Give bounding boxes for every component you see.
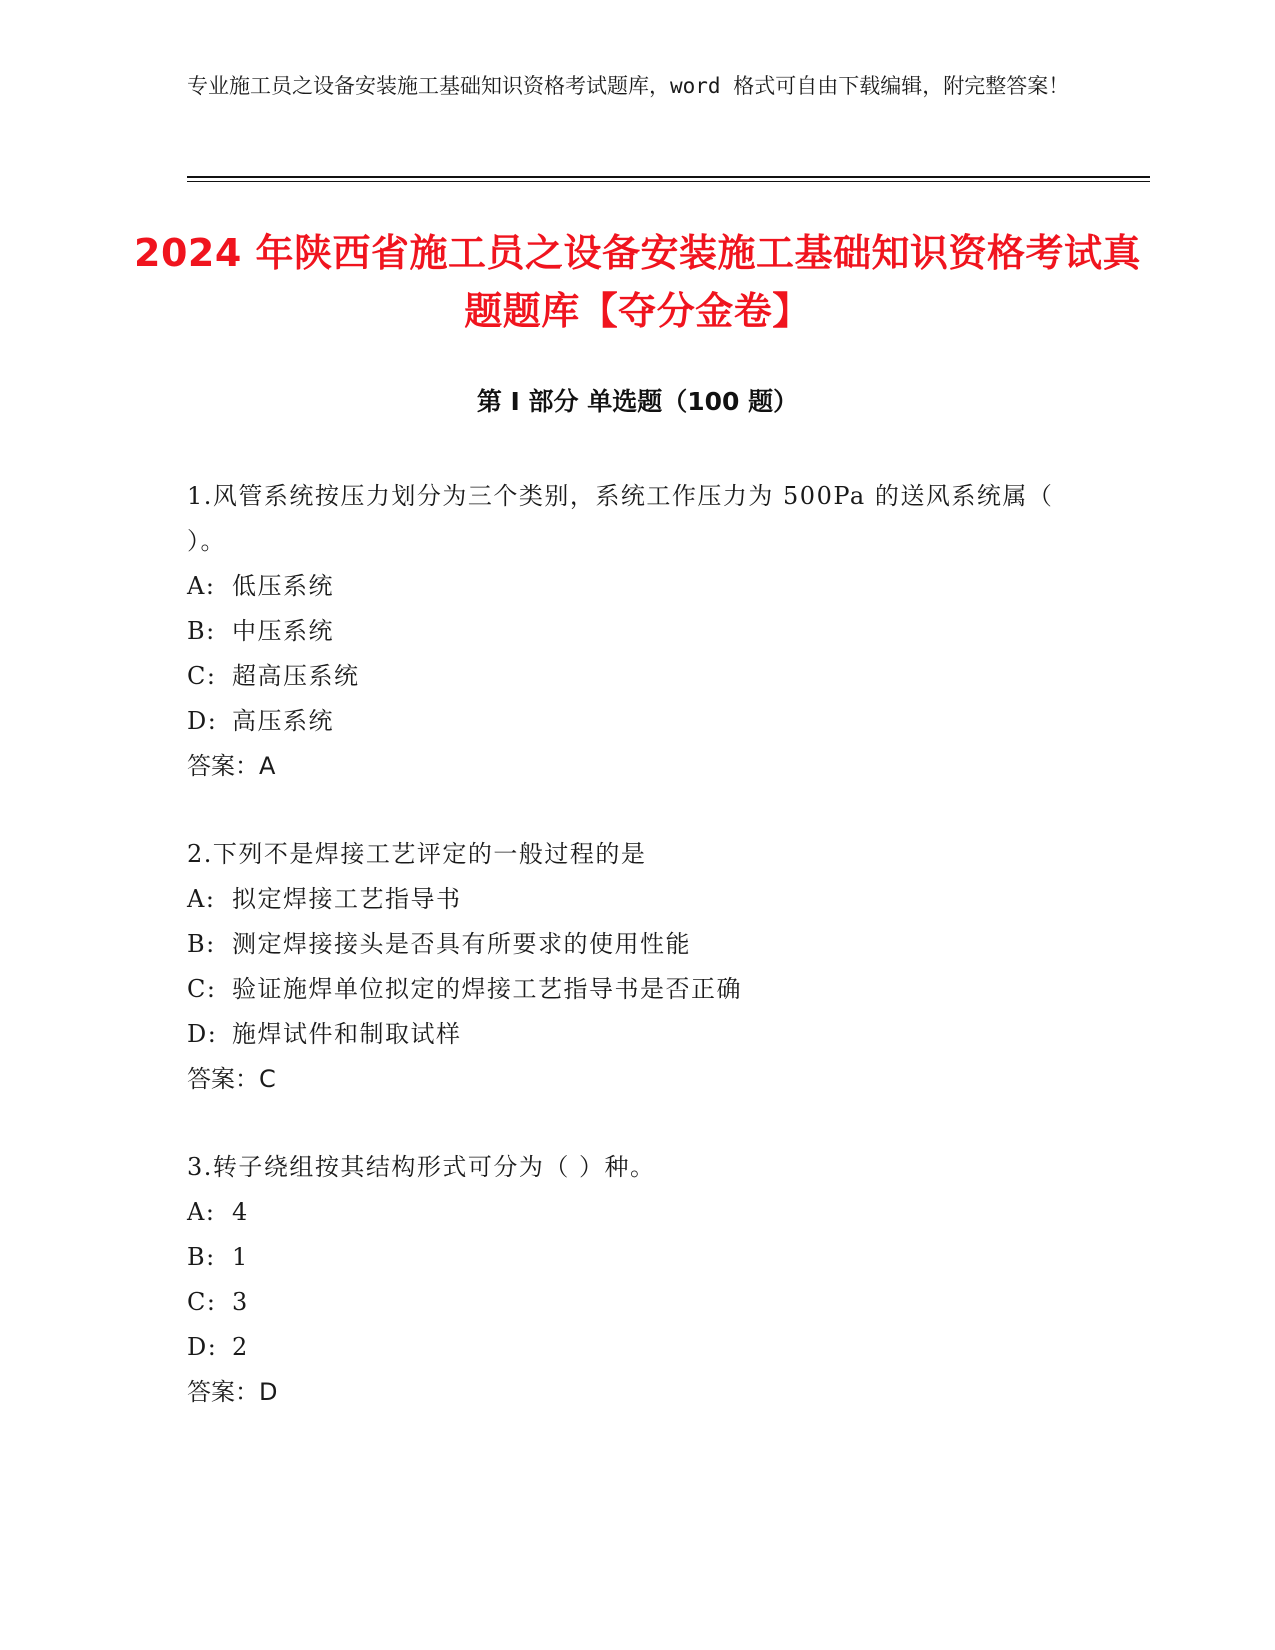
header-divider-thin: [187, 181, 1150, 182]
option-d: [187, 1325, 1087, 1370]
option-a: [187, 877, 1087, 922]
option-letter: A:: [187, 1198, 216, 1226]
answer-value: A: [259, 752, 276, 780]
option-text: 超高压系统: [232, 662, 360, 690]
option-c: [187, 967, 1087, 1012]
option-b: [187, 922, 1087, 967]
option-c: [187, 1280, 1087, 1325]
question-stem: 1.风管系统按压力划分为三个类别，系统工作压力为 500Pa 的送风系统属（ ）。: [187, 482, 1054, 555]
option-text: 3: [232, 1288, 249, 1316]
option-b: [187, 1235, 1087, 1280]
option-letter: B:: [187, 930, 216, 958]
option-text: 2: [232, 1333, 249, 1361]
question-stem: 2.下列不是焊接工艺评定的一般过程的是: [187, 840, 647, 868]
option-letter: C:: [187, 662, 217, 690]
option-d: [187, 699, 1087, 744]
answer-label: 答案：: [187, 752, 259, 780]
header-note: 专业施工员之设备安装施工基础知识资格考试题库，word 格式可自由下载编辑，附完整答案！: [187, 74, 1070, 98]
option-letter: C:: [187, 1288, 217, 1316]
option-letter: A:: [187, 572, 216, 600]
question-item: [187, 474, 1087, 789]
option-a: [187, 1190, 1087, 1235]
option-text: 1: [232, 1243, 249, 1271]
option-letter: B:: [187, 617, 216, 645]
answer-line: [187, 1370, 1087, 1415]
option-text: 施焊试件和制取试样: [232, 1020, 462, 1048]
answer-line: [187, 744, 1087, 789]
option-letter: D:: [187, 1020, 218, 1048]
answer-value: D: [259, 1378, 278, 1406]
answer-label: 答案：: [187, 1065, 259, 1093]
option-text: 高压系统: [232, 707, 334, 735]
option-letter: D:: [187, 707, 218, 735]
answer-line: [187, 1057, 1087, 1102]
question-item: [187, 832, 1087, 1102]
option-d: [187, 1012, 1087, 1057]
question-list: [187, 474, 1087, 1458]
header-divider-thick: [187, 176, 1150, 178]
option-letter: A:: [187, 885, 216, 913]
option-c: [187, 654, 1087, 699]
option-text: 拟定焊接工艺指导书: [232, 885, 462, 913]
option-text: 测定焊接接头是否具有所要求的使用性能: [232, 930, 691, 958]
option-a: [187, 564, 1087, 609]
option-text: 验证施焊单位拟定的焊接工艺指导书是否正确: [232, 975, 742, 1003]
option-letter: B:: [187, 1243, 216, 1271]
question-stem: 3.转子绕组按其结构形式可分为（ ）种。: [187, 1153, 656, 1181]
question-item: [187, 1145, 1087, 1415]
option-text: 低压系统: [232, 572, 334, 600]
option-text: 4: [232, 1198, 249, 1226]
option-b: [187, 609, 1087, 654]
answer-value: C: [259, 1065, 276, 1093]
option-letter: C:: [187, 975, 217, 1003]
section-title: 第 I 部分 单选题（100 题）: [476, 387, 799, 416]
option-letter: D:: [187, 1333, 218, 1361]
document-title: 2024 年陕西省施工员之设备安装施工基础知识资格考试真题题库【夺分金卷】: [134, 231, 1141, 333]
option-text: 中压系统: [232, 617, 334, 645]
answer-label: 答案：: [187, 1378, 259, 1406]
